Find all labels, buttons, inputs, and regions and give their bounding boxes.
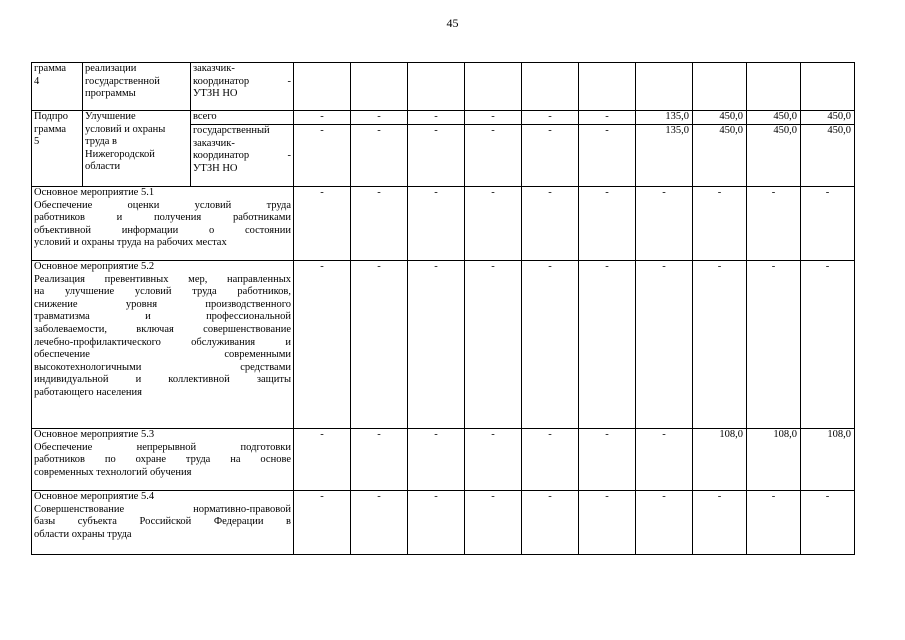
value-cell: - (579, 187, 636, 261)
budget-table (31, 62, 855, 555)
program-name-cell: грамма 4 (32, 63, 83, 111)
value-cell: - (636, 491, 693, 555)
value-cell: - (693, 491, 747, 555)
value-cell: 108,0 (801, 429, 855, 491)
value-cell: - (522, 187, 579, 261)
program-goal-cell: реализации государственной программы (83, 63, 191, 111)
measure-cell: Основное мероприятие 5.4 Совершенствование нормативно-правовой базы субъекта Российской Федерации в области охраны труда (32, 491, 294, 555)
value-cell: - (294, 187, 351, 261)
value-cell: - (693, 187, 747, 261)
value-cell: - (465, 111, 522, 125)
table-row (32, 261, 855, 429)
measure-cell: Основное мероприятие 5.1 Обеспечение оценки условий труда работников и получения работниками объективной информации о состоянии условий и охраны труда на рабочих местах (32, 187, 294, 261)
value-cell: - (801, 261, 855, 429)
executor-cell: всего (191, 111, 294, 125)
measure-title: Основное мероприятие 5.1 (34, 187, 155, 198)
value-cell: - (294, 491, 351, 555)
value-cell: - (408, 125, 465, 187)
value-cell: - (747, 491, 801, 555)
value-cell: - (579, 111, 636, 125)
program-goal-cell: Улучшение условий и охраны труда в Нижегородской области (83, 111, 191, 187)
value-cell: 450,0 (801, 125, 855, 187)
value-cell: - (801, 187, 855, 261)
table-row (32, 111, 855, 125)
value-cell: - (294, 261, 351, 429)
table-row (32, 187, 855, 261)
value-cell: - (522, 125, 579, 187)
value-cell: - (636, 429, 693, 491)
value-cell: - (522, 491, 579, 555)
measure-title: Основное мероприятие 5.4 (34, 491, 155, 502)
value-cell: - (465, 491, 522, 555)
value-cell: - (465, 125, 522, 187)
table-row (32, 429, 855, 491)
value-cell: - (522, 261, 579, 429)
value-cell: - (351, 261, 408, 429)
value-cell: - (801, 491, 855, 555)
value-cell: 450,0 (693, 125, 747, 187)
measure-title: Основное мероприятие 5.3 (34, 429, 155, 440)
value-cell: 135,0 (636, 111, 693, 125)
value-cell: 450,0 (693, 111, 747, 125)
value-cell: - (522, 429, 579, 491)
page-number: 45 (446, 16, 459, 30)
value-cell: - (294, 125, 351, 187)
value-cell: 450,0 (747, 111, 801, 125)
value-cell: - (579, 125, 636, 187)
executor-cell: государственный заказчик- координатор - УТЗН НО (191, 125, 294, 187)
table-row (32, 491, 855, 555)
value-cell: - (693, 261, 747, 429)
value-cell: - (294, 111, 351, 125)
value-cell: - (351, 491, 408, 555)
value-cell: - (636, 187, 693, 261)
value-cell: - (465, 187, 522, 261)
measure-title: Основное мероприятие 5.2 (34, 261, 155, 272)
value-cell: - (408, 491, 465, 555)
value-cell: - (579, 491, 636, 555)
value-cell: - (351, 187, 408, 261)
value-cell: - (408, 261, 465, 429)
value-cell: - (522, 111, 579, 125)
value-cell: - (579, 261, 636, 429)
executor-cell: заказчик- координатор - УТЗН НО (191, 63, 294, 111)
program-name-cell: Подпро грамма 5 (32, 111, 83, 187)
value-cell: - (351, 429, 408, 491)
value-cell: - (465, 429, 522, 491)
value-cell: - (747, 261, 801, 429)
measure-cell: Основное мероприятие 5.3 Обеспечение непрерывной подготовки работников по охране труда на основе современных технологий обучения (32, 429, 294, 491)
value-cell: 108,0 (747, 429, 801, 491)
value-cell: - (408, 429, 465, 491)
value-cell: - (408, 111, 465, 125)
value-cell: 450,0 (747, 125, 801, 187)
value-cell: - (351, 125, 408, 187)
value-cell: - (351, 111, 408, 125)
value-cell: - (294, 429, 351, 491)
value-cell: 135,0 (636, 125, 693, 187)
value-cell: - (636, 261, 693, 429)
value-cell: 450,0 (801, 111, 855, 125)
value-cell: - (465, 261, 522, 429)
table-row (32, 63, 855, 111)
value-cell: - (579, 429, 636, 491)
measure-cell: Основное мероприятие 5.2 Реализация превентивных мер, направленных на улучшение условий труда работников, снижение уровня производственного травматизма и профессиональной заболеваемости, включая совершенствование лечебно-профилактического обслуживания и обеспечение современными высокотехнологичными средствами индивидуальной и коллективной защиты работающего населения (32, 261, 294, 429)
value-cell: - (408, 187, 465, 261)
value-cell: - (747, 187, 801, 261)
value-cell: 108,0 (693, 429, 747, 491)
